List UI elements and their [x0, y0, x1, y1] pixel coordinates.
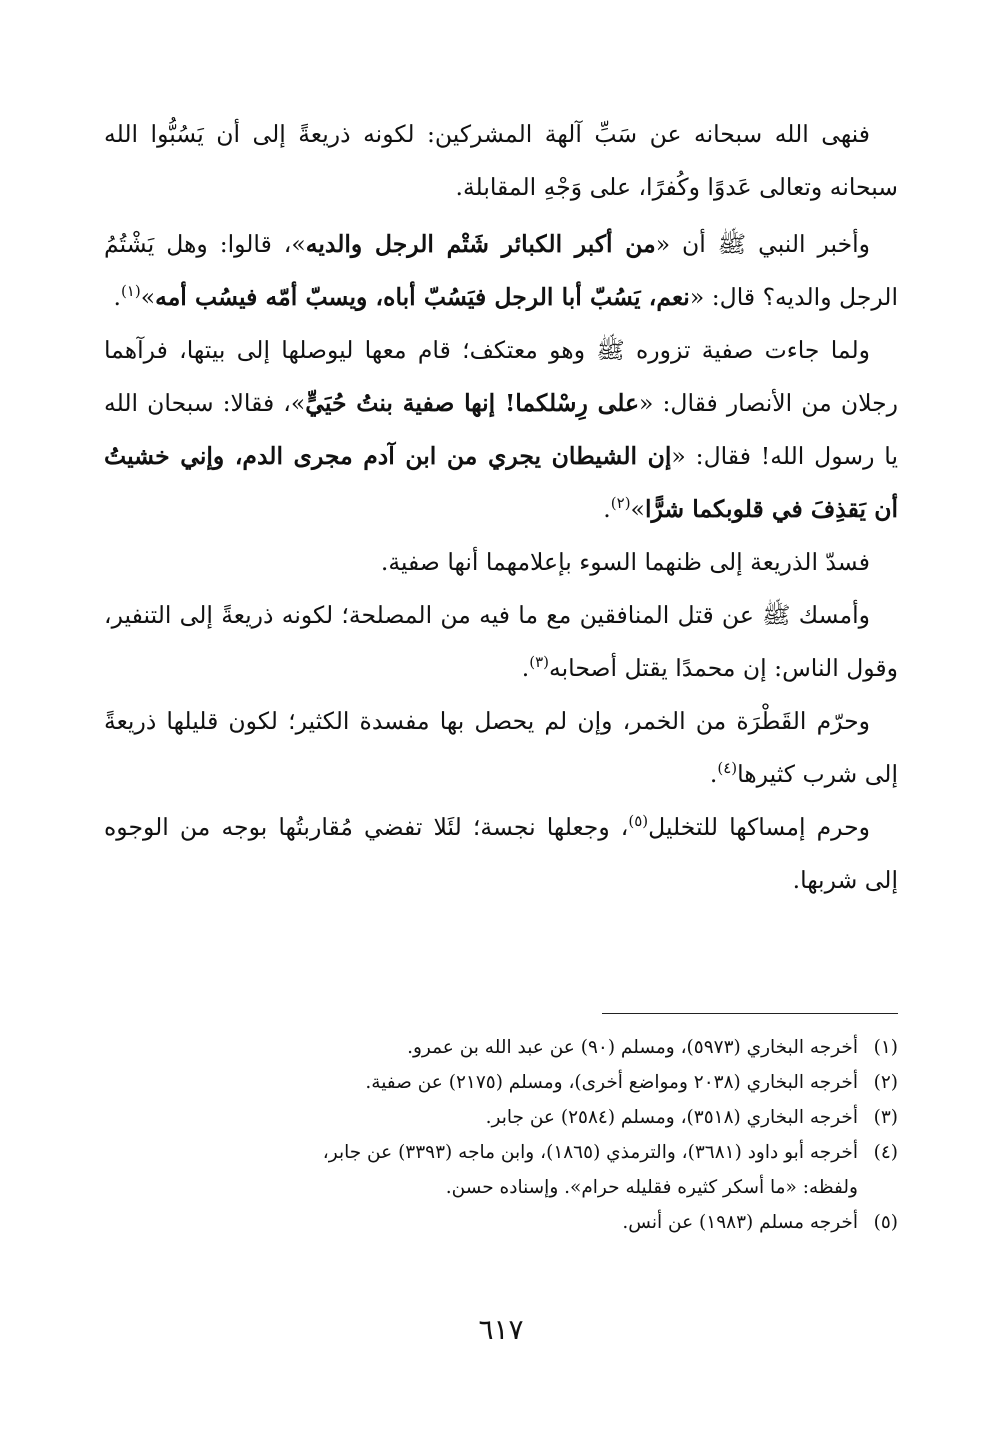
- footnote-text: أخرجه البخاري (٣٥١٨)، ومسلم (٢٥٨٤) عن جابر.: [485, 1107, 858, 1128]
- paragraph-3-middle: »، فقالا: سبحان الله يا رسول الله! فقال: «: [104, 389, 898, 470]
- paragraph-6-text: وحرّم القَطْرَة من الخمر، وإن لم يحصل بها مفسدة الكثير؛ لكون قليلها ذريعةً إلى شرب كثيرها: [104, 707, 898, 788]
- footnote-text: أخرجه البخاري (٥٩٧٣)، ومسلم (٩٠) عن عبد الله بن عمرو.: [407, 1037, 858, 1058]
- footnote-text: أخرجه أبو داود (٣٦٨١)، والترمذي (١٨٦٥)، وابن ماجه (٣٣٩٣) عن جابر،: [322, 1142, 858, 1163]
- hadith-quote-4: إن الشيطان يجري من ابن آدم مجرى الدم، وإني خشيتُ أن يَقذِفَ في قلوبكما شرًّا: [104, 442, 898, 523]
- paragraph-1-text: فنهى الله سبحانه عن سَبِّ آلهة المشركين: لكونه ذريعةً إلى أن يَسُبُّوا الله سبحانه وتعالى عَدوًا وكُفرًا، على وَجْهِ المقابلة.: [104, 120, 898, 201]
- paragraph-6-end: .: [709, 760, 718, 788]
- hadith-quote-1: من أكبر الكبائر شَتْم الرجل والديه: [305, 230, 656, 258]
- footnote-5: [104, 1205, 898, 1240]
- hadith-quote-2: نعم، يَسُبّ أبا الرجل فيَسُبّ أباه، ويسبّ أمّه فيسُب أمه: [155, 283, 690, 311]
- footnote-number: (٤): [873, 1142, 898, 1163]
- footnotes: [104, 1030, 898, 1240]
- footnote-number: (١): [873, 1037, 898, 1058]
- footnote-ref-2[interactable]: (٢): [610, 494, 631, 513]
- footnote-ref-3[interactable]: (٣): [529, 653, 550, 672]
- paragraph-5-text: وأمسك ﷺ عن قتل المنافقين مع ما فيه من المصلحة؛ لكونه ذريعةً إلى التنفير، وقول الناس: إن محمدًا يقتل أصحابه: [104, 601, 898, 682]
- quote-close: »: [140, 283, 156, 311]
- paragraph-1: [104, 108, 898, 214]
- footnote-text: أخرجه البخاري (٢٠٣٨ ومواضع أخرى)، ومسلم (٢١٧٥) عن صفية.: [365, 1072, 858, 1093]
- paragraph-7-rest: ، وجعلها نجسة؛ لئَلا تفضي مُقاربتُها بوجه من الوجوه إلى شربها.: [104, 813, 898, 894]
- footnote-3: [104, 1100, 898, 1135]
- page-number: ٦١٧: [478, 1313, 524, 1346]
- paragraph-2-lead: وأخبر النبي ﷺ أن «: [655, 230, 870, 258]
- footnote-number: (٣): [873, 1107, 898, 1128]
- footnote-number: (٢): [873, 1072, 898, 1093]
- paragraph-4-text: فسدّ الذريعة إلى ظنهما السوء بإعلامهما أنها صفية.: [380, 548, 870, 576]
- paragraph-7-lead: وحرم إمساكها للتخليل: [648, 813, 870, 841]
- footnote-4-continuation: ولفظه: «ما أسكر كثيره فقليله حرام». وإسناده حسن.: [445, 1177, 858, 1198]
- paragraph-3-lead: ولما جاءت صفية تزوره ﷺ وهو معتكف؛ قام معها ليوصلها إلى بيتها، فرآهما رجلان من الأنصار فقال: «: [104, 336, 898, 417]
- footnote-1: [104, 1030, 898, 1065]
- footnote-number: (٥): [873, 1212, 898, 1233]
- main-text: [104, 108, 898, 907]
- paragraph-3-end: .: [603, 495, 611, 523]
- paragraph-4: [104, 536, 898, 589]
- paragraph-5: [104, 589, 898, 695]
- paragraph-5-end: .: [521, 654, 530, 682]
- paragraph-7: [104, 801, 898, 907]
- paragraph-2-middle: »، قالوا: وهل يَشْتُمُ الرجل والديه؟ قال: «: [104, 230, 898, 311]
- footnote-ref-5[interactable]: (٥): [628, 812, 649, 831]
- footnote-4: [104, 1135, 898, 1170]
- paragraph-2: [104, 218, 898, 324]
- quote-close: »: [630, 495, 645, 523]
- paragraph-6: [104, 695, 898, 801]
- footnote-ref-1[interactable]: (١): [120, 282, 141, 301]
- paragraph-2-end: .: [113, 283, 121, 311]
- paragraph-3: [104, 324, 898, 536]
- footnote-separator: [602, 1013, 898, 1014]
- footnote-2: [104, 1065, 898, 1100]
- footnote-text: أخرجه مسلم (١٩٨٣) عن أنس.: [622, 1212, 858, 1233]
- hadith-quote-3: على رِسْلكما! إنها صفية بنتُ حُيَيٍّ: [305, 389, 639, 417]
- footnote-ref-4[interactable]: (٤): [717, 759, 738, 778]
